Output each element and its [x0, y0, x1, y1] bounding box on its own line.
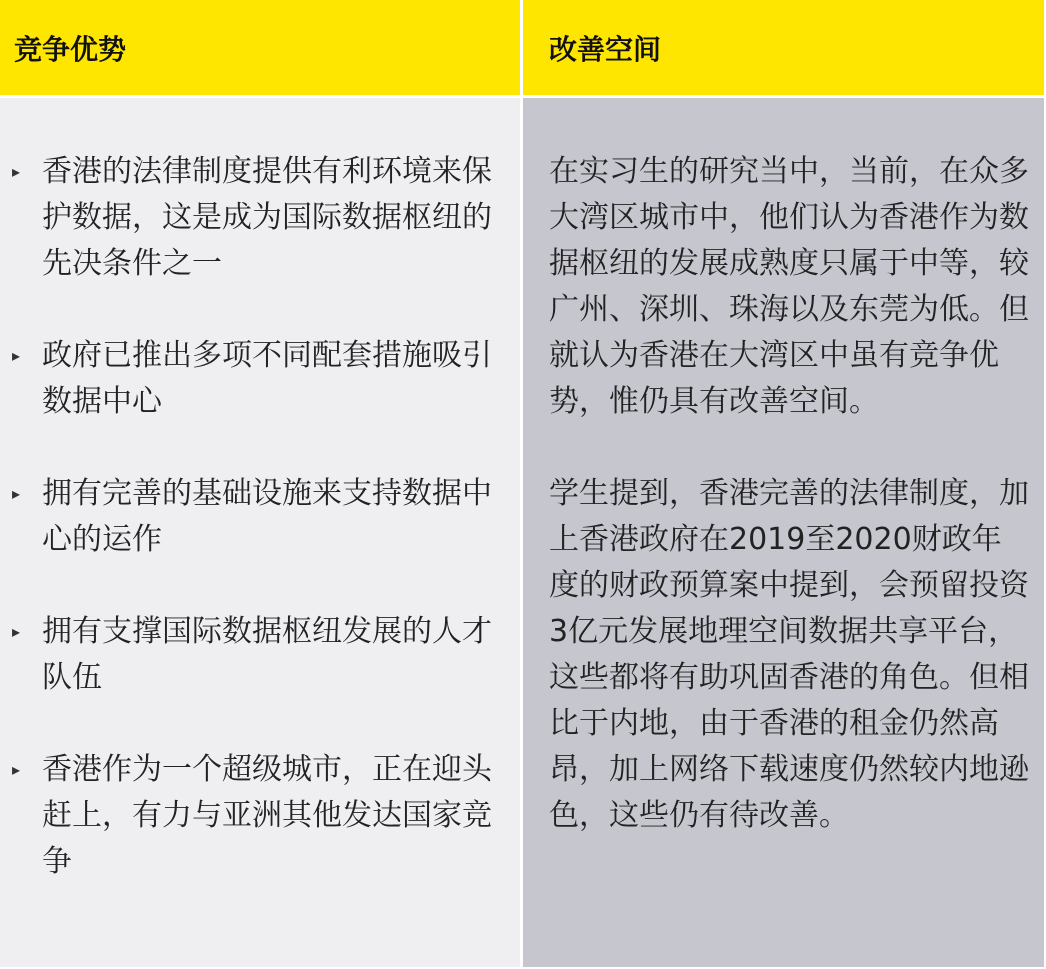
advantage-text: 拥有支撑国际数据枢纽发展的人才队伍 — [42, 614, 492, 695]
list-item — [12, 471, 510, 563]
list-item — [12, 333, 510, 425]
list-item — [12, 609, 510, 701]
advantages-list — [12, 149, 510, 885]
triangle-bullet-icon: ▸ — [12, 622, 21, 641]
triangle-bullet-icon: ▸ — [12, 346, 21, 365]
advantage-text: 香港作为一个超级城市，正在迎头赶上，有力与亚洲其他发达国家竞争 — [42, 752, 492, 879]
improvement-paragraph: 学生提到，香港完善的法律制度，加上香港政府在2019至2020财政年度的财政预算案中提到，会预留投资3亿元发展地理空间数据共享平台，这些都将有助巩固香港的角色。但相比于内地，由于香港的租金仍然高昂，加上网络下载速度仍然较内地逊色，这些仍有待改善。 — [549, 476, 1029, 833]
advantage-text: 政府已推出多项不同配套措施吸引数据中心 — [42, 338, 492, 419]
header-improvements — [523, 0, 1044, 95]
triangle-bullet-icon: ▸ — [12, 760, 21, 779]
advantage-text: 拥有完善的基础设施来支持数据中心的运作 — [42, 476, 492, 557]
advantages-cell — [0, 98, 520, 967]
list-item — [12, 149, 510, 287]
header-advantages-label: 竞争优势 — [14, 32, 127, 66]
triangle-bullet-icon: ▸ — [12, 484, 21, 503]
advantage-text: 香港的法律制度提供有利环境来保护数据，这是成为国际数据枢纽的先决条件之一 — [42, 154, 492, 281]
list-item — [12, 747, 510, 885]
improvement-paragraph: 在实习生的研究当中，当前，在众多大湾区城市中，他们认为香港作为数据枢纽的发展成熟度只属于中等，较广州、深圳、珠海以及东莞为低。但就认为香港在大湾区中虽有竞争优势，惟仍具有改善空间。 — [549, 154, 1029, 419]
header-improvements-label: 改善空间 — [549, 32, 662, 66]
triangle-bullet-icon: ▸ — [12, 162, 21, 181]
improvements-cell — [523, 98, 1044, 967]
header-advantages — [0, 0, 520, 95]
